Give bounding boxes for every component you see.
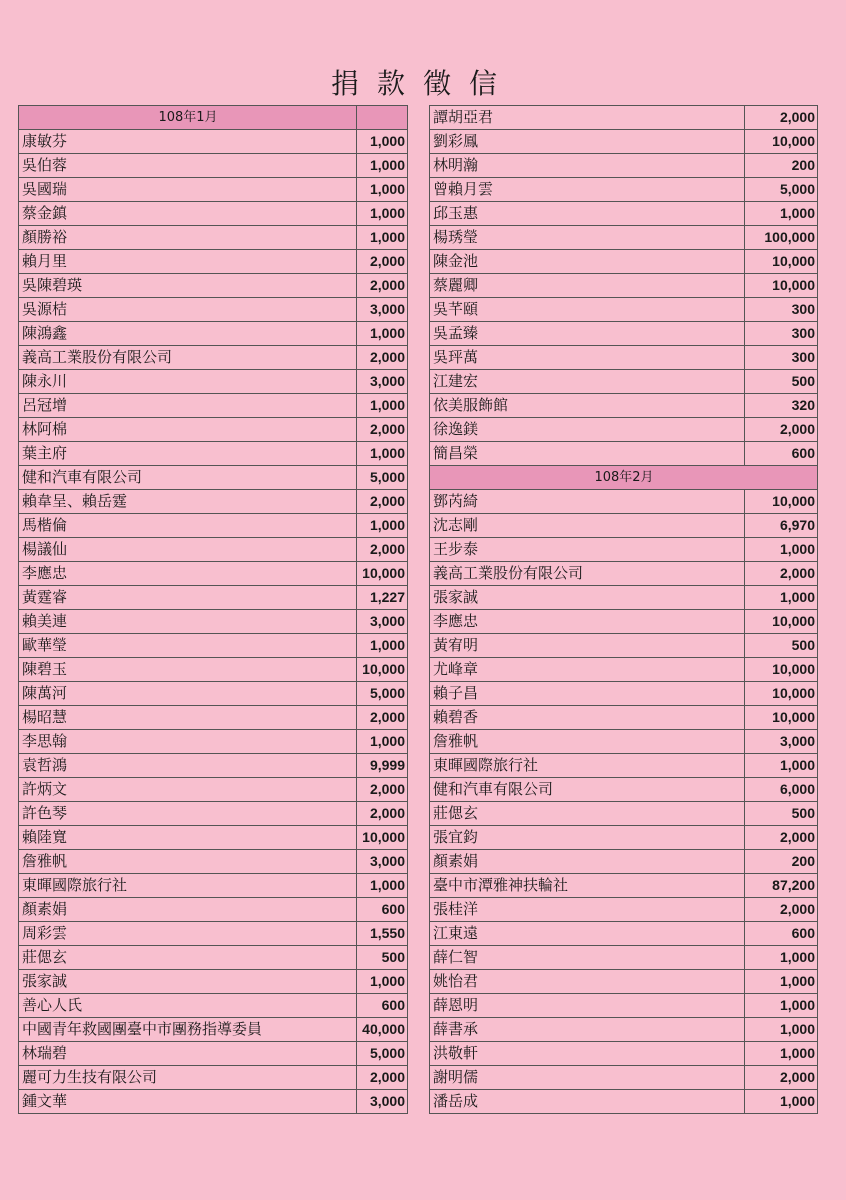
donor-name: 張家誠 <box>19 970 357 994</box>
donation-amount: 300 <box>745 298 818 322</box>
donation-row <box>430 706 818 730</box>
donor-name: 善心人氏 <box>19 994 357 1018</box>
donation-amount: 2,000 <box>745 898 818 922</box>
donor-name: 莊偲玄 <box>19 946 357 970</box>
donation-row <box>430 106 818 130</box>
donation-amount: 10,000 <box>745 130 818 154</box>
donation-row <box>19 394 408 418</box>
donor-name: 康敏芬 <box>19 130 357 154</box>
donation-row <box>430 994 818 1018</box>
donation-amount: 1,000 <box>357 394 408 418</box>
donor-name: 蔡麗卿 <box>430 274 745 298</box>
donation-amount: 2,000 <box>745 1066 818 1090</box>
donation-row <box>19 538 408 562</box>
donation-row <box>19 442 408 466</box>
donation-amount: 1,000 <box>745 970 818 994</box>
donation-row <box>430 874 818 898</box>
donation-amount: 600 <box>745 922 818 946</box>
donation-row <box>430 538 818 562</box>
donor-name: 陳萬河 <box>19 682 357 706</box>
donation-amount: 10,000 <box>357 658 408 682</box>
donation-amount: 2,000 <box>357 538 408 562</box>
donation-row <box>430 778 818 802</box>
donation-amount: 2,000 <box>357 274 408 298</box>
donation-table-right <box>429 105 818 1114</box>
donor-name: 楊昭慧 <box>19 706 357 730</box>
donation-row <box>430 898 818 922</box>
donor-name: 薛仁智 <box>430 946 745 970</box>
donation-amount: 300 <box>745 322 818 346</box>
donation-row <box>19 730 408 754</box>
donation-amount: 5,000 <box>357 466 408 490</box>
donation-row <box>430 346 818 370</box>
donation-row <box>19 490 408 514</box>
donation-row <box>430 802 818 826</box>
donation-amount: 1,000 <box>745 538 818 562</box>
donation-row <box>19 754 408 778</box>
donation-row <box>19 994 408 1018</box>
donor-name: 徐逸鎂 <box>430 418 745 442</box>
donation-amount: 1,000 <box>745 586 818 610</box>
donor-name: 江東遠 <box>430 922 745 946</box>
donation-row <box>19 178 408 202</box>
month-header-row <box>430 466 818 490</box>
donor-name: 王步泰 <box>430 538 745 562</box>
donation-row <box>19 298 408 322</box>
donation-amount: 1,000 <box>745 1018 818 1042</box>
donation-amount: 1,000 <box>357 130 408 154</box>
donation-amount: 320 <box>745 394 818 418</box>
donation-amount: 1,000 <box>745 994 818 1018</box>
donation-row <box>430 946 818 970</box>
donation-amount: 10,000 <box>357 826 408 850</box>
donor-name: 林阿棉 <box>19 418 357 442</box>
donation-amount: 3,000 <box>357 298 408 322</box>
donor-name: 詹雅帆 <box>19 850 357 874</box>
donor-name: 吳孟臻 <box>430 322 745 346</box>
donation-amount: 6,970 <box>745 514 818 538</box>
donation-row <box>19 610 408 634</box>
donation-row <box>19 130 408 154</box>
donor-name: 臺中市潭雅神扶輪社 <box>430 874 745 898</box>
donation-amount: 1,000 <box>357 874 408 898</box>
donation-amount: 2,000 <box>745 562 818 586</box>
donation-amount: 3,000 <box>357 370 408 394</box>
donation-amount: 100,000 <box>745 226 818 250</box>
month-header: 108年2月 <box>430 466 818 490</box>
donation-amount: 200 <box>745 850 818 874</box>
donation-row <box>19 226 408 250</box>
donor-name: 譚胡亞君 <box>430 106 745 130</box>
donor-name: 陳鴻鑫 <box>19 322 357 346</box>
month-header-blank <box>357 106 408 130</box>
donation-amount: 1,000 <box>745 1042 818 1066</box>
donation-amount: 3,000 <box>357 1090 408 1114</box>
donor-name: 楊琇瑩 <box>430 226 745 250</box>
donation-row <box>430 634 818 658</box>
donor-name: 義高工業股份有限公司 <box>430 562 745 586</box>
donation-amount: 1,000 <box>745 1090 818 1114</box>
donor-name: 潘岳成 <box>430 1090 745 1114</box>
donation-row <box>19 898 408 922</box>
donation-amount: 1,000 <box>357 202 408 226</box>
donor-name: 吳芊頤 <box>430 298 745 322</box>
donation-amount: 2,000 <box>357 778 408 802</box>
donation-row <box>19 250 408 274</box>
donation-row <box>430 298 818 322</box>
donor-name: 楊議仙 <box>19 538 357 562</box>
donation-amount: 300 <box>745 346 818 370</box>
donor-name: 麗可力生技有限公司 <box>19 1066 357 1090</box>
month-header-row <box>19 106 408 130</box>
donation-row <box>430 370 818 394</box>
donor-name: 健和汽車有限公司 <box>430 778 745 802</box>
donor-name: 蔡金鎮 <box>19 202 357 226</box>
donation-row <box>19 826 408 850</box>
donation-row <box>19 1090 408 1114</box>
donation-amount: 40,000 <box>357 1018 408 1042</box>
donor-name: 詹雅帆 <box>430 730 745 754</box>
donation-row <box>430 154 818 178</box>
donation-amount: 1,227 <box>357 586 408 610</box>
donation-row <box>19 946 408 970</box>
donation-amount: 5,000 <box>357 1042 408 1066</box>
donor-name: 顏素娟 <box>19 898 357 922</box>
donation-amount: 10,000 <box>745 682 818 706</box>
donor-name: 吳玶萬 <box>430 346 745 370</box>
donation-amount: 1,000 <box>357 154 408 178</box>
donation-row <box>430 178 818 202</box>
donation-amount: 3,000 <box>357 610 408 634</box>
donation-amount: 1,000 <box>357 970 408 994</box>
donor-name: 許色琴 <box>19 802 357 826</box>
donation-row <box>19 562 408 586</box>
donation-row <box>430 1018 818 1042</box>
donation-row <box>430 1090 818 1114</box>
donation-row <box>19 658 408 682</box>
donation-amount: 10,000 <box>745 490 818 514</box>
donation-amount: 600 <box>357 898 408 922</box>
donor-name: 賴碧香 <box>430 706 745 730</box>
donor-name: 賴韋呈、賴岳霆 <box>19 490 357 514</box>
donation-row <box>19 850 408 874</box>
donation-row <box>19 874 408 898</box>
donor-name: 袁哲鴻 <box>19 754 357 778</box>
donation-row <box>430 418 818 442</box>
donor-name: 陳金池 <box>430 250 745 274</box>
donation-row <box>430 514 818 538</box>
donor-name: 東暉國際旅行社 <box>19 874 357 898</box>
donation-row <box>19 922 408 946</box>
donor-name: 許炳文 <box>19 778 357 802</box>
donor-name: 吳伯蓉 <box>19 154 357 178</box>
donor-name: 義高工業股份有限公司 <box>19 346 357 370</box>
page-title: 捐款徵信 <box>330 67 515 100</box>
donation-row <box>19 322 408 346</box>
donor-name: 姚怡君 <box>430 970 745 994</box>
donation-amount: 1,000 <box>745 202 818 226</box>
donation-row <box>430 562 818 586</box>
donor-name: 顏素娟 <box>430 850 745 874</box>
donation-row <box>19 514 408 538</box>
donation-row <box>430 274 818 298</box>
donor-name: 馬楷倫 <box>19 514 357 538</box>
donation-amount: 600 <box>745 442 818 466</box>
donation-amount: 2,000 <box>357 706 408 730</box>
donation-row <box>19 634 408 658</box>
donor-name: 薛恩明 <box>430 994 745 1018</box>
donation-amount: 1,550 <box>357 922 408 946</box>
donation-row <box>430 250 818 274</box>
donor-name: 依美服飾館 <box>430 394 745 418</box>
donation-amount: 10,000 <box>745 610 818 634</box>
donor-name: 曾賴月雲 <box>430 178 745 202</box>
donation-amount: 5,000 <box>745 178 818 202</box>
donation-row <box>19 418 408 442</box>
donation-row <box>19 202 408 226</box>
donation-amount: 10,000 <box>745 250 818 274</box>
donor-name: 東暉國際旅行社 <box>430 754 745 778</box>
donation-row <box>430 1066 818 1090</box>
donation-amount: 10,000 <box>745 274 818 298</box>
donor-name: 葉主府 <box>19 442 357 466</box>
month-header: 108年1月 <box>19 106 357 130</box>
donation-amount: 2,000 <box>745 826 818 850</box>
donation-row <box>430 610 818 634</box>
donor-name: 賴月里 <box>19 250 357 274</box>
donation-amount: 3,000 <box>745 730 818 754</box>
donation-amount: 2,000 <box>357 1066 408 1090</box>
donation-amount: 1,000 <box>357 730 408 754</box>
donor-name: 歐華瑩 <box>19 634 357 658</box>
donation-row <box>19 1018 408 1042</box>
donor-name: 呂冠增 <box>19 394 357 418</box>
donation-amount: 500 <box>745 634 818 658</box>
donor-name: 陳永川 <box>19 370 357 394</box>
donation-amount: 1,000 <box>357 514 408 538</box>
donation-row <box>19 1066 408 1090</box>
donor-name: 鍾文華 <box>19 1090 357 1114</box>
donation-row <box>430 586 818 610</box>
donor-name: 中國青年救國團臺中市團務指導委員 <box>19 1018 357 1042</box>
donor-name: 江建宏 <box>430 370 745 394</box>
donor-name: 吳源桔 <box>19 298 357 322</box>
donation-amount: 1,000 <box>745 946 818 970</box>
donation-amount: 2,000 <box>357 250 408 274</box>
donation-row <box>430 1042 818 1066</box>
donation-row <box>19 1042 408 1066</box>
donation-amount: 10,000 <box>357 562 408 586</box>
donor-name: 薛書承 <box>430 1018 745 1042</box>
donation-amount: 3,000 <box>357 850 408 874</box>
donation-amount: 1,000 <box>357 634 408 658</box>
donor-name: 謝明儒 <box>430 1066 745 1090</box>
donation-amount: 1,000 <box>357 322 408 346</box>
donation-amount: 9,999 <box>357 754 408 778</box>
donor-name: 張桂洋 <box>430 898 745 922</box>
donor-name: 莊偲玄 <box>430 802 745 826</box>
donation-amount: 87,200 <box>745 874 818 898</box>
donation-amount: 2,000 <box>357 346 408 370</box>
donation-row <box>430 442 818 466</box>
donor-name: 鄧芮綺 <box>430 490 745 514</box>
donation-amount: 200 <box>745 154 818 178</box>
donation-row <box>430 490 818 514</box>
donation-row <box>19 370 408 394</box>
donation-row <box>19 466 408 490</box>
donor-name: 顏勝裕 <box>19 226 357 250</box>
donation-amount: 500 <box>745 802 818 826</box>
donation-amount: 500 <box>357 946 408 970</box>
donor-name: 邱玉惠 <box>430 202 745 226</box>
donor-name: 林明瀚 <box>430 154 745 178</box>
donor-name: 黃宥明 <box>430 634 745 658</box>
donation-amount: 6,000 <box>745 778 818 802</box>
donation-table-left <box>18 105 408 1114</box>
donor-name: 賴美連 <box>19 610 357 634</box>
donation-row <box>430 322 818 346</box>
donor-name: 劉彩鳳 <box>430 130 745 154</box>
donor-name: 黃霆睿 <box>19 586 357 610</box>
donation-row <box>19 154 408 178</box>
donation-row <box>430 682 818 706</box>
donor-name: 賴陸寬 <box>19 826 357 850</box>
donation-row <box>19 802 408 826</box>
donation-row <box>430 850 818 874</box>
donation-row <box>430 394 818 418</box>
donor-name: 賴子昌 <box>430 682 745 706</box>
donor-name: 張家誠 <box>430 586 745 610</box>
donation-row <box>430 826 818 850</box>
donor-name: 簡昌榮 <box>430 442 745 466</box>
donation-amount: 1,000 <box>745 754 818 778</box>
donor-name: 健和汽車有限公司 <box>19 466 357 490</box>
donor-name: 李思翰 <box>19 730 357 754</box>
donation-amount: 600 <box>357 994 408 1018</box>
donor-name: 張宜鈞 <box>430 826 745 850</box>
donation-row <box>430 922 818 946</box>
donation-row <box>430 970 818 994</box>
donor-name: 陳碧玉 <box>19 658 357 682</box>
donation-amount: 2,000 <box>357 490 408 514</box>
donor-name: 吳陳碧瑛 <box>19 274 357 298</box>
donation-amount: 500 <box>745 370 818 394</box>
donor-name: 洪敬軒 <box>430 1042 745 1066</box>
donor-name: 尤峰章 <box>430 658 745 682</box>
donation-row <box>430 730 818 754</box>
donation-row <box>19 274 408 298</box>
donation-row <box>19 706 408 730</box>
donation-amount: 5,000 <box>357 682 408 706</box>
donation-row <box>430 226 818 250</box>
donation-row <box>430 130 818 154</box>
donation-amount: 10,000 <box>745 706 818 730</box>
donation-row <box>430 658 818 682</box>
donation-amount: 1,000 <box>357 178 408 202</box>
donation-row <box>430 754 818 778</box>
donation-amount: 10,000 <box>745 658 818 682</box>
donor-name: 李應忠 <box>430 610 745 634</box>
donor-name: 周彩雲 <box>19 922 357 946</box>
donation-row <box>19 970 408 994</box>
donation-amount: 2,000 <box>745 418 818 442</box>
donation-row <box>19 346 408 370</box>
donation-row <box>19 586 408 610</box>
donor-name: 林瑞碧 <box>19 1042 357 1066</box>
donation-amount: 1,000 <box>357 442 408 466</box>
donor-name: 李應忠 <box>19 562 357 586</box>
donor-name: 吳國瑞 <box>19 178 357 202</box>
donation-amount: 1,000 <box>357 226 408 250</box>
donation-amount: 2,000 <box>745 106 818 130</box>
donor-name: 沈志剛 <box>430 514 745 538</box>
donation-row <box>19 778 408 802</box>
donation-row <box>19 682 408 706</box>
donation-amount: 2,000 <box>357 418 408 442</box>
donation-row <box>430 202 818 226</box>
donation-amount: 2,000 <box>357 802 408 826</box>
